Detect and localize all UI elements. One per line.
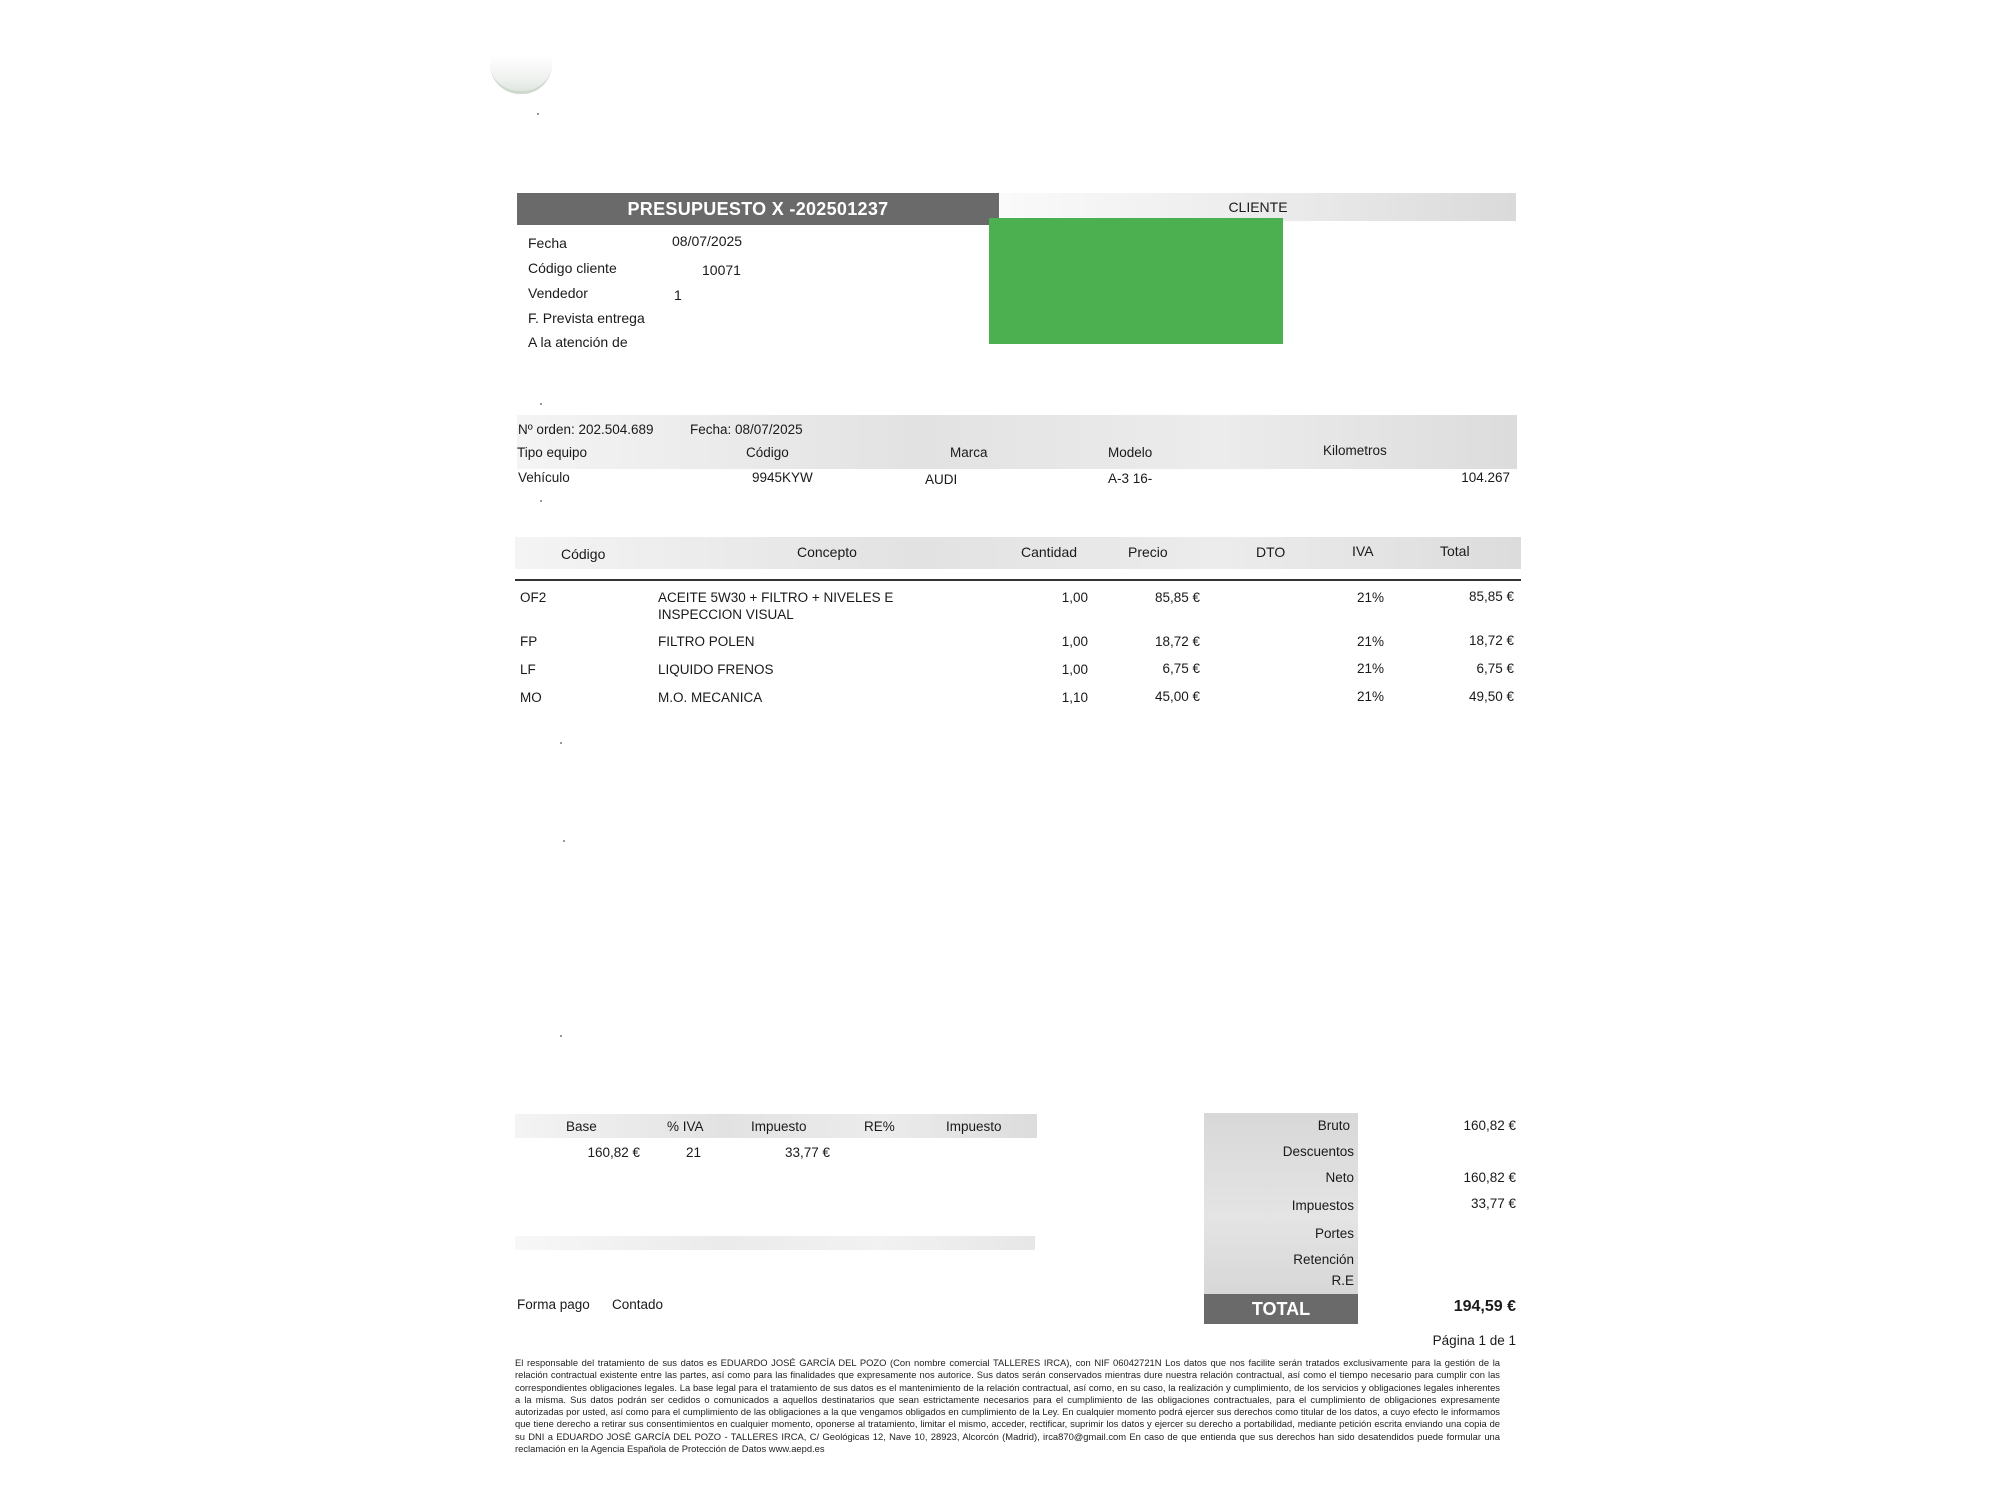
table-row-code: FP: [520, 634, 538, 649]
table-row-total: 49,50 €: [1468, 689, 1514, 704]
table-row-total: 6,75 €: [1476, 661, 1514, 676]
tax-header-base: Base: [566, 1119, 597, 1134]
vendedor-value: 1: [674, 287, 682, 303]
tax-base-value: 160,82 €: [587, 1145, 640, 1160]
prevista-label: F. Prevista entrega: [528, 310, 645, 326]
items-header-cantidad: Cantidad: [1021, 544, 1078, 560]
order-date: Fecha: 08/07/2025: [690, 422, 803, 437]
table-row-qty: 1,00: [1061, 590, 1088, 605]
order-header-modelo: Modelo: [1108, 445, 1153, 460]
fecha-label: Fecha: [528, 235, 567, 251]
items-header-total: Total: [1440, 543, 1470, 559]
table-row-qty: 1,00: [1061, 634, 1088, 649]
table-row-total: 18,72 €: [1468, 633, 1514, 648]
neto-label: Neto: [1325, 1170, 1354, 1185]
table-row-code: MO: [520, 690, 542, 705]
scan-speck: [537, 113, 539, 115]
page-number: Página 1 de 1: [1432, 1333, 1516, 1348]
order-modelo-value: A-3 16-: [1108, 471, 1153, 486]
legal-notice: El responsable del tratamiento de sus datos es EDUARDO JOSÉ GARCÍA DEL POZO (Con nombre comercial TALLERES IRCA), con NIF 06042721N Los datos que nos facilite serán tratados exclusivamente para la gestión de la relación contractual existente entre las partes, así como para las finalidades que expresamente nos autorice. Sus datos serán conservados mientras dure nuestra relación contractual, así como el tiempo necesario para cumplir con las correspondientes obligaciones legales. La base legal para el tratamiento de sus datos es el mantenimiento de la relación contractual, así como, en su caso, la realización y cumplimiento, de los servicios y obligaciones legales inherentes a la misma. Sus datos podrán ser cedidos o comunicados a aquellos destinatarios que sean estrictamente necesarios para el cumplimiento de las obligaciones contractuales, para el cumplimiento de obligaciones expresamente autorizadas por usted, así como para el cumplimiento de las obligaciones a la que vengamos obligados en cumplimiento de la Ley. En cualquier momento podrá ejercer sus derechos como titular de los datos, a cuyo efecto le informamos que tiene derecho a retirar sus consentimientos en cualquier momento, oponerse al tratamiento, limitar el mismo, acceder, rectificar, suprimir los datos y ejercer su derecho a portabilidad, mediante petición escrita enviando una copia de su DNI a EDUARDO JOSÉ GARCÍA DEL POZO - TALLERES IRCA, C/ Geológicas 12, Nave 10, 28923, Alcorcón (Madrid), irca870@gmail.com En caso de que entienda que sus derechos han sido desatendidos puede formular una reclamación en la Agencia Española de Protección de Datos www.aepd.es: [515, 1357, 1500, 1455]
table-row-price: 18,72 €: [1154, 634, 1200, 649]
table-row-iva: 21%: [1356, 634, 1384, 649]
table-row-price: 85,85 €: [1154, 590, 1200, 605]
payment-value: Contado: [612, 1297, 664, 1312]
table-row-concept: M.O. MECANICA: [658, 690, 763, 705]
table-row-price: 45,00 €: [1154, 689, 1200, 704]
scan-speck: [560, 742, 562, 744]
portes-label: Portes: [1314, 1226, 1354, 1241]
table-row-qty: 1,10: [1061, 690, 1088, 705]
table-row-total: 85,85 €: [1468, 589, 1514, 604]
order-header-tipo: Tipo equipo: [517, 445, 588, 460]
bruto-label: Bruto: [1317, 1118, 1350, 1133]
total-value: 194,59 €: [1453, 1298, 1516, 1315]
order-header-codigo: Código: [746, 445, 789, 460]
codigo-cliente-label: Código cliente: [528, 260, 617, 276]
re-label: R.E: [1331, 1273, 1354, 1288]
neto-value: 160,82 €: [1463, 1170, 1516, 1185]
descuentos-label: Descuentos: [1282, 1144, 1354, 1159]
order-codigo-value: 9945KYW: [752, 470, 813, 485]
items-header-precio: Precio: [1128, 544, 1168, 560]
redacted-client-block: [989, 218, 1283, 344]
table-row-code: OF2: [520, 590, 547, 605]
items-header-codigo: Código: [561, 546, 606, 562]
items-header-concepto: Concepto: [797, 544, 857, 560]
table-row-price: 6,75 €: [1162, 661, 1200, 676]
table-row-code: LF: [520, 662, 536, 677]
tax-footer-strip: [515, 1236, 1035, 1250]
impuestos-value: 33,77 €: [1470, 1196, 1516, 1211]
tax-iva-value: 21: [686, 1145, 702, 1160]
order-marca-value: AUDI: [925, 472, 958, 487]
document-title: PRESUPUESTO X -202501237: [517, 193, 999, 225]
order-tipo-value: Vehículo: [518, 470, 570, 485]
tax-header-impuesto-re: Impuesto: [946, 1119, 1002, 1134]
codigo-cliente-value: 10071: [702, 262, 741, 278]
items-header-iva: IVA: [1352, 543, 1374, 559]
total-label: TOTAL: [1204, 1294, 1358, 1324]
impuestos-label: Impuestos: [1291, 1198, 1354, 1213]
tax-impuesto-value: 33,77 €: [785, 1145, 831, 1160]
scan-speck: [563, 840, 565, 842]
order-header-km: Kilometros: [1323, 443, 1387, 458]
payment-label: Forma pago: [517, 1297, 590, 1312]
retencion-label: Retención: [1293, 1252, 1354, 1267]
tax-header-impuesto: Impuesto: [751, 1119, 807, 1134]
table-row-concept: FILTRO POLEN: [658, 634, 755, 649]
vendedor-label: Vendedor: [528, 285, 588, 301]
order-header-marca: Marca: [950, 445, 988, 460]
table-row-concept: ACEITE 5W30 + FILTRO + NIVELES E: [658, 590, 894, 605]
table-row-iva: 21%: [1356, 661, 1384, 676]
atencion-label: A la atención de: [528, 334, 628, 350]
scan-speck: [540, 500, 542, 502]
table-row-concept-line2: INSPECCION VISUAL: [658, 607, 794, 622]
scan-speck: [560, 1035, 562, 1037]
table-row-iva: 21%: [1356, 689, 1384, 704]
scan-speck: [540, 403, 542, 405]
fecha-value: 08/07/2025: [672, 233, 743, 249]
order-km-value: 104.267: [1461, 470, 1510, 485]
table-row-concept: LIQUIDO FRENOS: [658, 662, 774, 677]
items-header-dto: DTO: [1256, 544, 1286, 560]
tax-header-iva: % IVA: [667, 1119, 704, 1134]
bruto-value: 160,82 €: [1463, 1118, 1516, 1133]
table-row-qty: 1,00: [1061, 662, 1088, 677]
order-number: Nº orden: 202.504.689: [518, 422, 654, 437]
table-row-iva: 21%: [1356, 590, 1384, 605]
cliente-header: CLIENTE: [1000, 193, 1516, 221]
items-header-rule: [515, 579, 1521, 581]
tax-header-re: RE%: [864, 1119, 895, 1134]
